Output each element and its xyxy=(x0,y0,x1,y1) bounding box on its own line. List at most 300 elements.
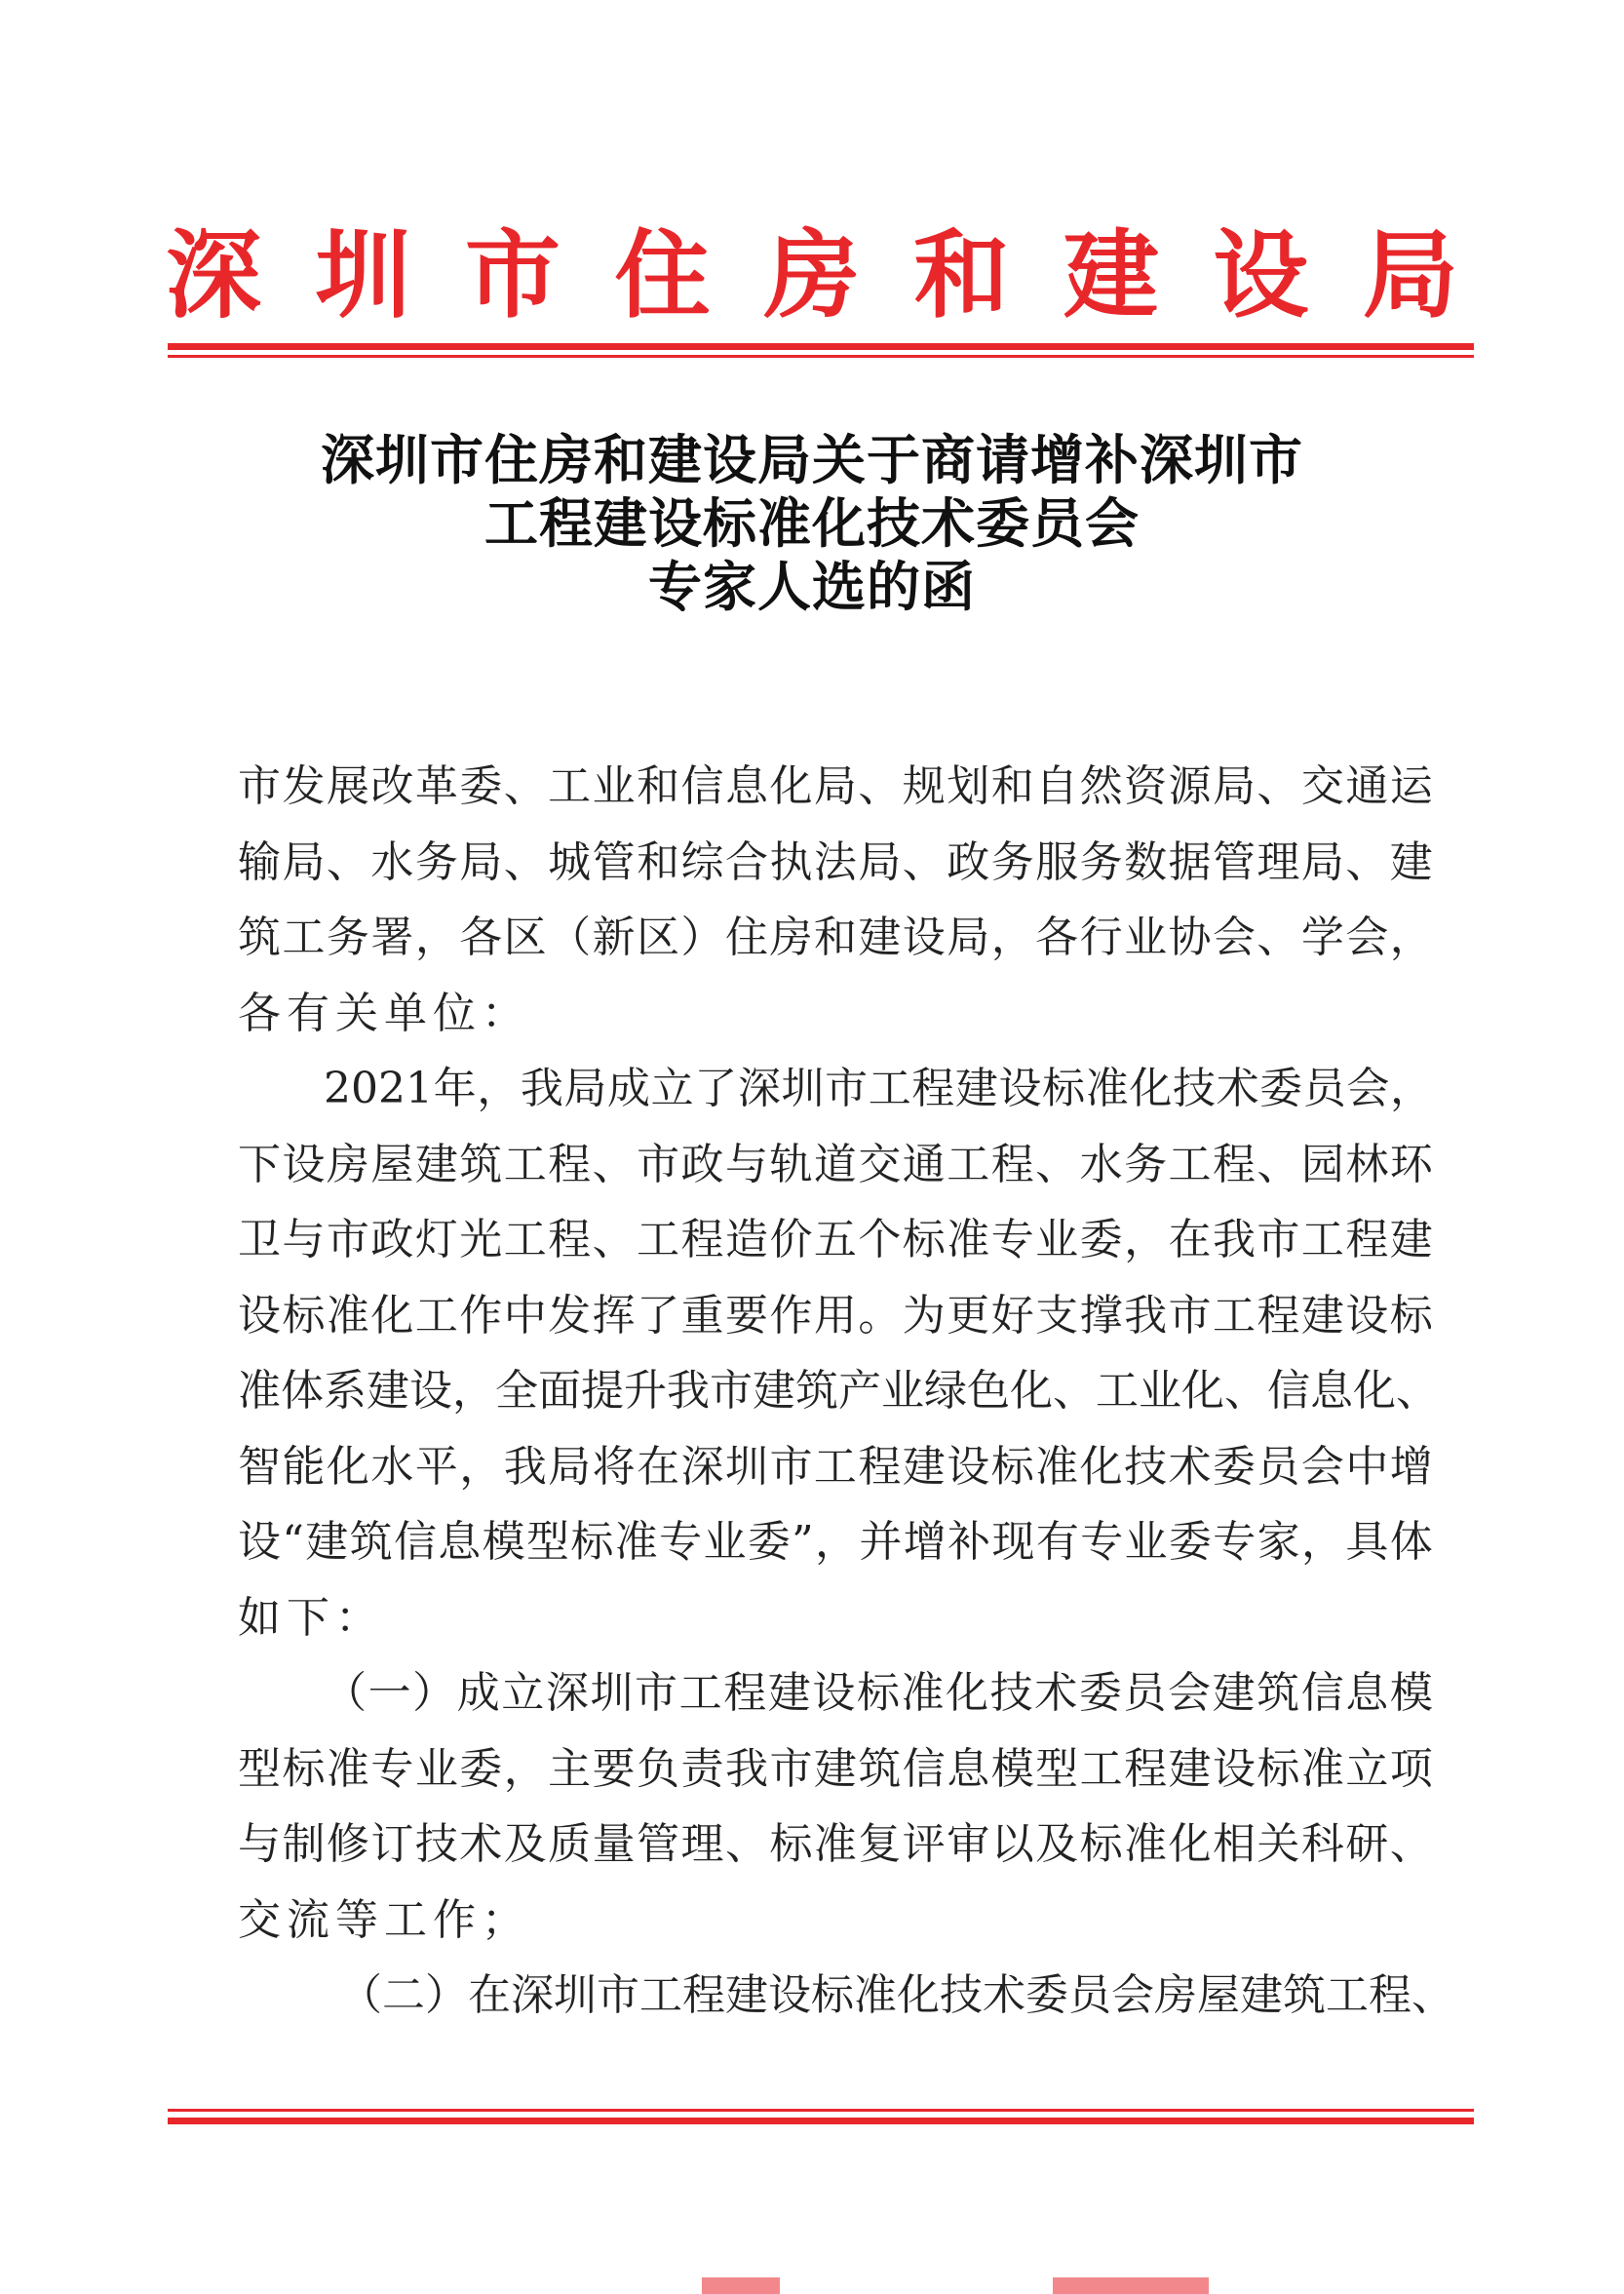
body-glyph: 建 xyxy=(1389,836,1433,887)
body-glyph: 相 xyxy=(1212,1819,1256,1869)
footer-stamp-fragment xyxy=(1053,2277,1209,2294)
body-glyph: 价 xyxy=(769,1215,813,1264)
body-glyph: 委 xyxy=(459,761,503,811)
body-glyph: 化 xyxy=(1168,1819,1212,1869)
body-glyph: 筑 xyxy=(238,913,281,962)
body-glyph: ， xyxy=(1300,1517,1344,1567)
body-line xyxy=(238,749,1433,825)
body-glyph: 展 xyxy=(326,761,369,811)
body-glyph: 改 xyxy=(370,761,414,811)
body-glyph: 工 xyxy=(503,1139,547,1189)
body-line xyxy=(238,976,1433,1052)
body-glyph: 发 xyxy=(282,761,326,811)
body-glyph: 业 xyxy=(881,1366,924,1416)
body-glyph: 增 xyxy=(1389,1441,1433,1492)
body-line xyxy=(238,900,1433,976)
body-glyph: 筑 xyxy=(795,1366,838,1416)
body-glyph: 如 xyxy=(238,1592,281,1643)
body-glyph: 技 xyxy=(414,1819,458,1869)
body-glyph: ） xyxy=(412,1668,456,1718)
body-glyph: 员 xyxy=(1068,1970,1111,2020)
body-glyph: 、 xyxy=(1257,1139,1300,1189)
body-glyph: 设 xyxy=(998,1064,1042,1113)
body-glyph: 标 xyxy=(282,1290,326,1341)
body-glyph: 准 xyxy=(901,1668,945,1718)
body-line xyxy=(238,1807,1433,1883)
body-glyph: 标 xyxy=(570,1517,614,1567)
body-glyph: 、 xyxy=(1411,1970,1454,2020)
body-glyph: 员 xyxy=(1123,1668,1167,1718)
body-glyph: 圳 xyxy=(724,1441,768,1492)
body-glyph: 市 xyxy=(769,1441,813,1492)
body-glyph: 专 xyxy=(1213,1517,1257,1567)
body-glyph: 房 xyxy=(769,913,813,962)
body-glyph: 房 xyxy=(326,1139,369,1189)
body-glyph: 二 xyxy=(382,1970,425,2020)
body-glyph: ； xyxy=(482,1894,524,1945)
body-glyph: 术 xyxy=(1216,1064,1259,1113)
body-glyph: 能 xyxy=(282,1441,326,1492)
body-glyph: 筑 xyxy=(858,1743,902,1794)
body-glyph: 执 xyxy=(769,836,813,887)
body-glyph: 设 xyxy=(1212,1743,1256,1794)
body-glyph: ， xyxy=(503,1743,547,1794)
body-glyph: 、 xyxy=(503,836,547,887)
body-glyph: ， xyxy=(1389,913,1433,962)
body-glyph: 道 xyxy=(813,1139,857,1189)
body-glyph: 我 xyxy=(724,1743,768,1794)
body-glyph: 设 xyxy=(902,913,946,962)
body-glyph: 化 xyxy=(1353,1366,1396,1416)
masthead-char: 市 xyxy=(464,219,561,331)
body-glyph: 准 xyxy=(238,1366,281,1416)
body-glyph: 业 xyxy=(1139,1366,1181,1416)
body-glyph: 管 xyxy=(1212,836,1256,887)
body-glyph: 工 xyxy=(813,1441,857,1492)
body-glyph: 现 xyxy=(991,1517,1035,1567)
body-glyph: 信 xyxy=(1300,1668,1344,1718)
body-glyph: 流 xyxy=(287,1894,329,1945)
title-line-1: 深圳市住房和建设局关于商请增补深圳市 xyxy=(320,429,1303,491)
body-line xyxy=(238,1504,1433,1580)
body-glyph: 准 xyxy=(1085,1064,1129,1113)
body-glyph: 筑 xyxy=(349,1517,393,1567)
body-glyph: 息 xyxy=(1310,1366,1353,1416)
body-glyph: 委 xyxy=(1079,1215,1123,1264)
body-glyph: 深 xyxy=(511,1970,554,2020)
body-glyph: 与 xyxy=(282,1215,326,1264)
body-glyph: 工 xyxy=(1300,1215,1344,1264)
body-glyph: 通 xyxy=(902,1139,946,1189)
body-glyph: 标 xyxy=(282,1743,326,1794)
masthead-char: 房 xyxy=(763,219,860,331)
body-glyph: 修 xyxy=(326,1819,369,1869)
body-glyph: 筑 xyxy=(459,1139,503,1189)
body-glyph: 委 xyxy=(1168,1517,1212,1567)
body-glyph: 程 xyxy=(1212,1139,1256,1189)
body-glyph: 息 xyxy=(1345,1668,1389,1718)
body-glyph: 程 xyxy=(990,1139,1034,1189)
body-glyph: 准 xyxy=(614,1517,658,1567)
body-glyph: 模 xyxy=(1389,1668,1433,1718)
body-line xyxy=(238,1353,1439,1429)
body-glyph: 设 xyxy=(768,1970,811,2020)
body-glyph: 管 xyxy=(637,1819,680,1869)
body-glyph: 协 xyxy=(1168,913,1212,962)
body-glyph: 在 xyxy=(637,1441,680,1492)
body-glyph: 智 xyxy=(238,1441,281,1492)
body-glyph: 平 xyxy=(414,1441,458,1492)
body-glyph: ， xyxy=(452,1366,495,1416)
body-glyph: 会 xyxy=(1346,1064,1390,1113)
body-glyph: 政 xyxy=(947,836,990,887)
body-glyph: 、 xyxy=(592,1215,636,1264)
body-glyph: 及 xyxy=(503,1819,547,1869)
body-glyph: 程 xyxy=(1369,1970,1411,2020)
body-glyph: 术 xyxy=(983,1970,1025,2020)
masthead-char: 住 xyxy=(614,219,711,331)
body-glyph: 化 xyxy=(370,1290,414,1341)
body-glyph: 面 xyxy=(538,1366,581,1416)
letter-body xyxy=(238,749,1454,2034)
body-glyph: 建 xyxy=(858,913,902,962)
body-glyph: 年 xyxy=(433,1064,477,1113)
body-glyph: 立 xyxy=(650,1064,694,1113)
footer-stamp-fragment xyxy=(702,2277,780,2294)
body-glyph: 、 xyxy=(724,1819,768,1869)
body-glyph: 信 xyxy=(902,1743,946,1794)
body-glyph: 量 xyxy=(592,1819,636,1869)
body-glyph: 深 xyxy=(545,1668,589,1718)
body-glyph: 工 xyxy=(414,1290,458,1341)
document-title xyxy=(195,429,1429,619)
footer-rule-thin xyxy=(168,2109,1474,2112)
body-glyph: 等 xyxy=(335,1894,378,1945)
body-glyph: 产 xyxy=(838,1366,881,1416)
body-glyph: 标 xyxy=(1042,1064,1086,1113)
body-glyph: 作 xyxy=(433,1894,476,1945)
body-glyph: 屋 xyxy=(1197,1970,1240,2020)
masthead-char: 建 xyxy=(1063,219,1159,331)
body-glyph: 水 xyxy=(1079,1139,1123,1189)
body-glyph: 局 xyxy=(459,836,503,887)
body-glyph: 市 xyxy=(238,761,281,811)
body-glyph: 局 xyxy=(1212,761,1256,811)
body-glyph: ， xyxy=(1124,1215,1168,1264)
body-glyph: 我 xyxy=(667,1366,710,1416)
body-glyph: 五 xyxy=(813,1215,857,1264)
body-glyph: 工 xyxy=(1168,1139,1212,1189)
body-glyph: 我 xyxy=(1124,1290,1168,1341)
body-glyph: 责 xyxy=(680,1743,724,1794)
body-glyph: 准 xyxy=(813,1819,857,1869)
body-glyph: 术 xyxy=(1034,1668,1078,1718)
body-glyph: 局 xyxy=(548,1441,592,1492)
body-line xyxy=(238,1429,1433,1505)
body-glyph: 信 xyxy=(1267,1366,1310,1416)
body-glyph: ， xyxy=(459,1441,503,1492)
body-glyph: 关 xyxy=(335,988,378,1038)
body-glyph: 化 xyxy=(1181,1366,1224,1416)
body-glyph: 位 xyxy=(433,988,476,1038)
body-glyph: 模 xyxy=(482,1517,525,1567)
body-glyph: 会 xyxy=(1300,1441,1344,1492)
body-glyph: 更 xyxy=(947,1290,990,1341)
body-glyph: 建 xyxy=(902,1441,946,1492)
body-glyph: 体 xyxy=(281,1366,324,1416)
body-glyph: 具 xyxy=(1345,1517,1389,1567)
body-glyph: 技 xyxy=(1124,1441,1168,1492)
body-glyph: 业 xyxy=(1124,1517,1168,1567)
body-glyph: （ xyxy=(339,1970,382,2020)
body-glyph: 升 xyxy=(624,1366,667,1416)
body-glyph: ， xyxy=(477,1064,521,1113)
body-glyph: 标 xyxy=(811,1970,854,2020)
body-glyph: 法 xyxy=(813,836,857,887)
body-glyph: 建 xyxy=(305,1517,349,1567)
body-glyph: 技 xyxy=(1172,1064,1216,1113)
body-glyph: 交 xyxy=(858,1139,902,1189)
body-glyph: 工 xyxy=(1079,1743,1123,1794)
body-glyph: 化 xyxy=(326,1441,369,1492)
body-glyph: 学 xyxy=(1300,913,1344,962)
body-glyph: 专 xyxy=(370,1743,414,1794)
body-glyph: 圳 xyxy=(590,1668,634,1718)
body-glyph: 筑 xyxy=(1257,1668,1300,1718)
body-glyph: 、 xyxy=(902,836,946,887)
body-glyph: 据 xyxy=(1168,836,1212,887)
body-glyph: 发 xyxy=(548,1290,592,1341)
body-glyph: 会 xyxy=(1167,1668,1211,1718)
body-glyph: 准 xyxy=(1035,1441,1079,1492)
body-glyph: 委 xyxy=(747,1517,791,1567)
body-glyph: 息 xyxy=(947,1743,990,1794)
body-glyph: 设 xyxy=(238,1290,281,1341)
body-glyph: 程 xyxy=(680,1215,724,1264)
body-glyph: 、 xyxy=(1053,1366,1096,1416)
body-glyph: ： xyxy=(482,988,524,1038)
body-glyph: 模 xyxy=(990,1743,1034,1794)
body-glyph: 建 xyxy=(414,1139,458,1189)
body-glyph: 化 xyxy=(946,1668,989,1718)
body-glyph: 、 xyxy=(1396,1366,1439,1416)
body-glyph: 建 xyxy=(753,1366,795,1416)
header-rule-thick xyxy=(168,343,1474,350)
body-glyph: 建 xyxy=(1168,1743,1212,1794)
body-glyph: 要 xyxy=(592,1743,636,1794)
body-glyph: 审 xyxy=(947,1819,990,1869)
body-glyph: 技 xyxy=(940,1970,983,2020)
body-glyph: 体 xyxy=(1389,1517,1433,1567)
body-glyph: 复 xyxy=(858,1819,902,1869)
body-glyph: 补 xyxy=(947,1517,991,1567)
body-glyph: 一 xyxy=(367,1668,411,1718)
body-glyph: 业 xyxy=(703,1517,747,1567)
body-glyph: 委 xyxy=(459,1743,503,1794)
body-glyph: 设 xyxy=(238,1517,281,1567)
body-line xyxy=(238,1127,1433,1203)
body-glyph: 。 xyxy=(858,1290,902,1341)
body-glyph: 市 xyxy=(637,1139,680,1189)
body-glyph: 程 xyxy=(548,1139,592,1189)
body-glyph: 标 xyxy=(1257,1743,1300,1794)
body-glyph: 准 xyxy=(326,1743,369,1794)
body-glyph: 下 xyxy=(238,1139,281,1189)
body-glyph: 源 xyxy=(1168,761,1212,811)
body-glyph: 型 xyxy=(526,1517,570,1567)
body-glyph: 理 xyxy=(1257,836,1300,887)
body-glyph: 科 xyxy=(1300,1819,1344,1869)
body-glyph: 术 xyxy=(459,1819,503,1869)
body-glyph: 成 xyxy=(456,1668,500,1718)
body-glyph: 与 xyxy=(724,1139,768,1189)
body-glyph: 有 xyxy=(287,988,329,1038)
body-line xyxy=(238,1202,1433,1278)
body-glyph: 员 xyxy=(1302,1064,1346,1113)
body-glyph: 、 xyxy=(858,761,902,811)
body-glyph: 行 xyxy=(1079,913,1123,962)
body-glyph: 政 xyxy=(680,1139,724,1189)
body-glyph: 工 xyxy=(548,761,592,811)
body-glyph: ） xyxy=(425,1970,468,2020)
body-glyph: 环 xyxy=(1389,1139,1433,1189)
body-glyph: 研 xyxy=(1345,1819,1389,1869)
body-glyph: 市 xyxy=(1257,1215,1300,1264)
body-glyph: 我 xyxy=(520,1064,563,1113)
title-line-3: 专家人选的函 xyxy=(647,556,976,618)
body-glyph: 各 xyxy=(1035,913,1079,962)
body-glyph: 工 xyxy=(947,1139,990,1189)
body-glyph: 与 xyxy=(238,1819,281,1869)
body-glyph: 圳 xyxy=(554,1970,597,2020)
body-glyph: 工 xyxy=(678,1668,722,1718)
body-glyph: 建 xyxy=(1212,1668,1256,1718)
body-glyph: 化 xyxy=(1079,1441,1123,1492)
body-glyph: 通 xyxy=(1345,761,1389,811)
body-glyph: 术 xyxy=(1168,1441,1212,1492)
body-glyph: 信 xyxy=(393,1517,437,1567)
body-glyph: 林 xyxy=(1345,1139,1389,1189)
body-glyph: 程 xyxy=(1345,1215,1389,1264)
body-glyph: 工 xyxy=(637,1215,680,1264)
body-glyph: 我 xyxy=(503,1441,547,1492)
body-glyph: 工 xyxy=(639,1970,682,2020)
body-glyph: 设 xyxy=(812,1668,856,1718)
body-line xyxy=(238,1655,1433,1731)
body-glyph: 屋 xyxy=(370,1139,414,1189)
body-glyph: 园 xyxy=(1300,1139,1344,1189)
body-glyph: 型 xyxy=(1035,1743,1079,1794)
body-glyph: 建 xyxy=(1300,1290,1344,1341)
body-glyph: 设 xyxy=(947,1441,990,1492)
body-glyph: 绿 xyxy=(924,1366,967,1416)
body-glyph: 光 xyxy=(459,1215,503,1264)
body-glyph: 制 xyxy=(282,1819,326,1869)
body-glyph: 准 xyxy=(947,1215,990,1264)
masthead-char: 和 xyxy=(913,219,1010,331)
body-line xyxy=(238,1580,1433,1656)
body-glyph: 资 xyxy=(1124,761,1168,811)
masthead xyxy=(166,219,1458,331)
body-glyph: 各 xyxy=(238,988,281,1038)
body-glyph: 规 xyxy=(902,761,946,811)
body-glyph: 会 xyxy=(1111,1970,1154,2020)
body-glyph: 建 xyxy=(1389,1215,1433,1264)
body-glyph: 了 xyxy=(637,1290,680,1341)
body-glyph: 员 xyxy=(1257,1441,1300,1492)
body-glyph: 、 xyxy=(1345,836,1389,887)
body-glyph: 订 xyxy=(370,1819,414,1869)
body-glyph: ， xyxy=(815,1517,859,1567)
body-glyph: 及 xyxy=(1035,1819,1079,1869)
body-glyph: （ xyxy=(548,913,592,962)
body-glyph: 委 xyxy=(1078,1668,1122,1718)
body-glyph: 息 xyxy=(438,1517,482,1567)
body-glyph: 用 xyxy=(813,1290,857,1341)
body-glyph: 务 xyxy=(326,913,369,962)
body-glyph: 2021 xyxy=(324,1064,433,1113)
body-glyph: 输 xyxy=(238,836,281,887)
body-glyph: 标 xyxy=(902,1215,946,1264)
body-glyph: 管 xyxy=(592,836,636,887)
body-glyph: 程 xyxy=(548,1215,592,1264)
body-glyph: 署 xyxy=(370,913,414,962)
body-glyph: 革 xyxy=(414,761,458,811)
body-glyph: 建 xyxy=(813,1743,857,1794)
body-glyph: 设 xyxy=(282,1139,326,1189)
body-glyph: 化 xyxy=(1010,1366,1053,1416)
body-glyph: 数 xyxy=(1124,836,1168,887)
body-glyph: 和 xyxy=(813,913,857,962)
body-glyph: 局 xyxy=(947,913,990,962)
body-glyph: 负 xyxy=(637,1743,680,1794)
body-glyph: 市 xyxy=(769,1743,813,1794)
body-glyph: 工 xyxy=(282,913,326,962)
body-line xyxy=(238,1278,1433,1354)
body-glyph: 单 xyxy=(384,988,427,1038)
body-glyph: 挥 xyxy=(592,1290,636,1341)
body-glyph: 好 xyxy=(990,1290,1034,1341)
body-glyph: 标 xyxy=(856,1668,900,1718)
body-glyph: 、 xyxy=(1389,1819,1433,1869)
body-glyph: 灯 xyxy=(414,1215,458,1264)
body-glyph: 会 xyxy=(1345,913,1389,962)
body-glyph: 委 xyxy=(1259,1064,1303,1113)
body-glyph: 准 xyxy=(326,1290,369,1341)
body-glyph: 、 xyxy=(326,836,369,887)
body-glyph: 专 xyxy=(1080,1517,1124,1567)
body-glyph: 交 xyxy=(238,1894,281,1945)
body-glyph: 在 xyxy=(1168,1215,1212,1264)
body-glyph: 色 xyxy=(967,1366,1010,1416)
body-glyph: 筑 xyxy=(1283,1970,1326,2020)
body-glyph: 业 xyxy=(1035,1215,1079,1264)
body-glyph: （ xyxy=(324,1668,367,1718)
body-glyph: 业 xyxy=(592,761,636,811)
body-glyph: 程 xyxy=(1124,1743,1168,1794)
body-glyph: 支 xyxy=(1035,1290,1079,1341)
body-glyph: 程 xyxy=(1257,1290,1300,1341)
body-glyph: 化 xyxy=(769,761,813,811)
body-glyph: 准 xyxy=(1124,1819,1168,1869)
body-glyph: 工 xyxy=(1212,1290,1256,1341)
body-glyph: 市 xyxy=(1168,1290,1212,1341)
body-glyph: 标 xyxy=(990,1441,1034,1492)
body-glyph: 程 xyxy=(682,1970,725,2020)
body-glyph: 了 xyxy=(694,1064,738,1113)
body-glyph: 工 xyxy=(384,1894,427,1945)
body-glyph: 增 xyxy=(903,1517,947,1567)
